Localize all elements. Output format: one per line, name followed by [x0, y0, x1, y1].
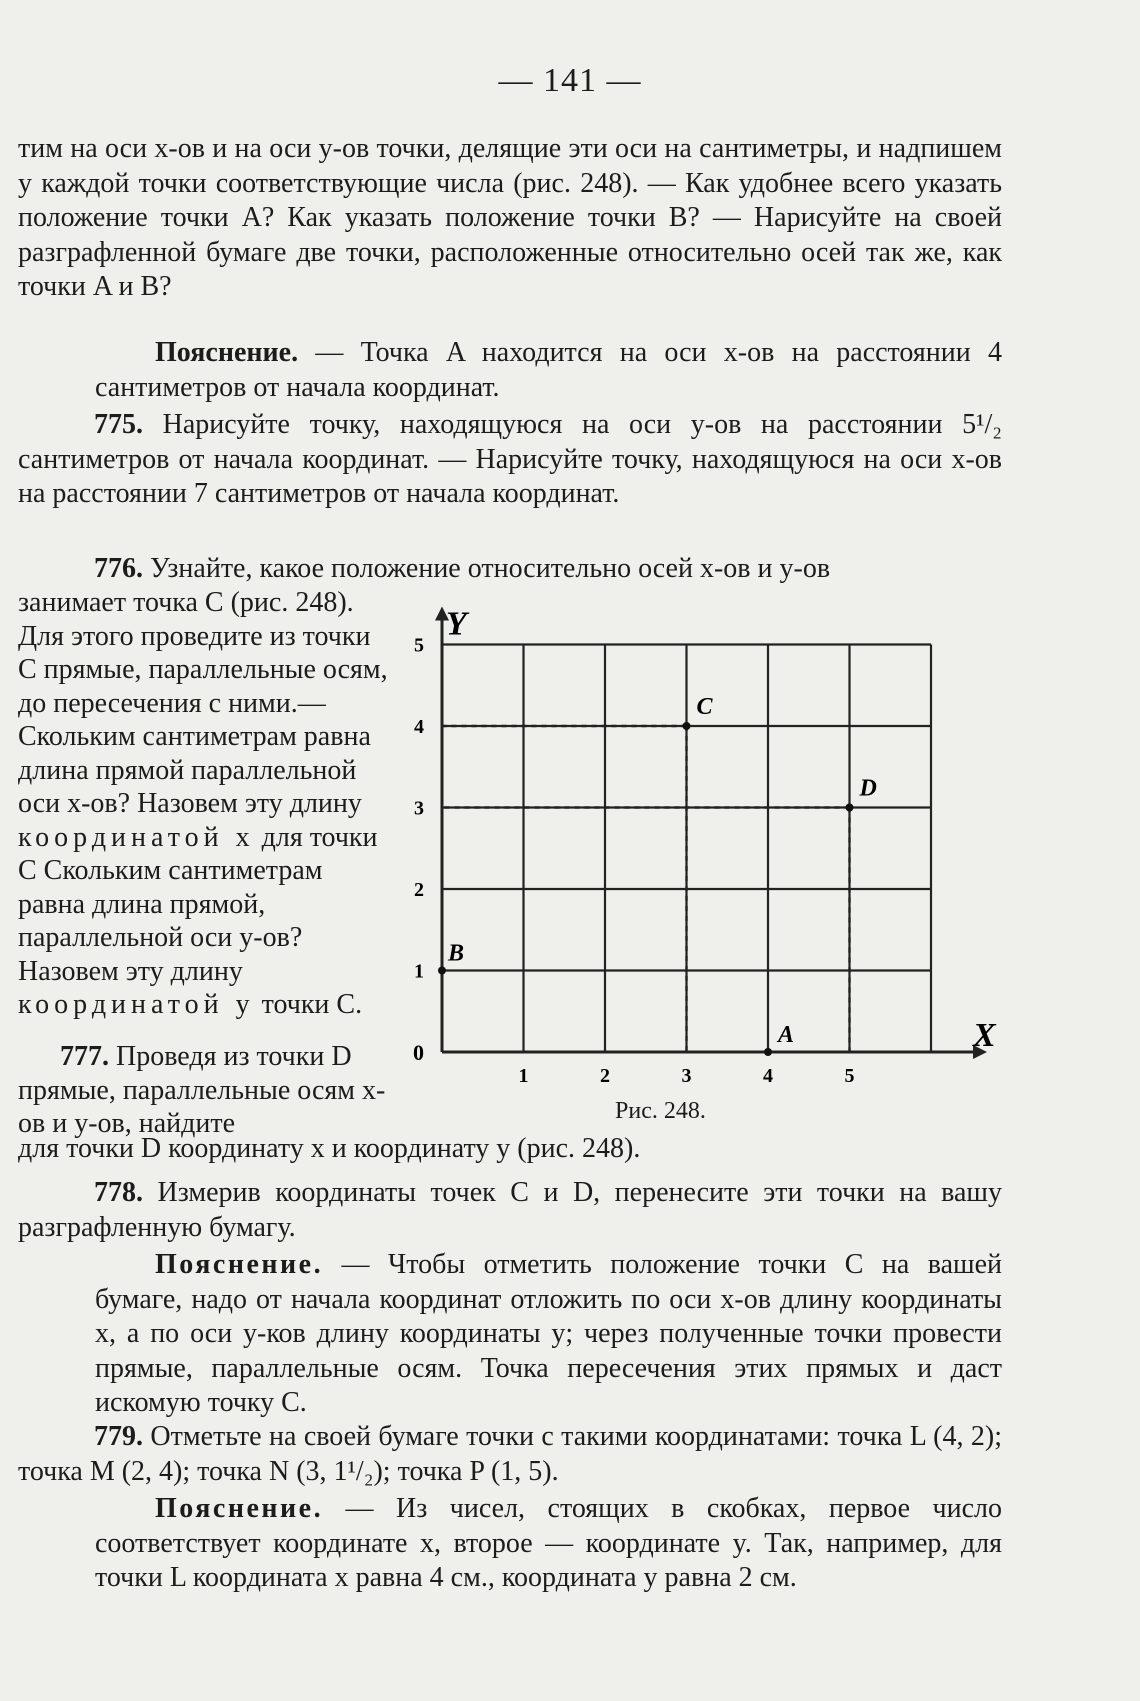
x-tick-label-4: 4 — [763, 1065, 773, 1087]
exercise-776-term-x: координатой x — [18, 821, 255, 853]
note-2-lead: Пояснение. — [155, 1249, 324, 1280]
note-3-text: — Из чисел, стоящих в скобках, первое число соответствует координате x, второе — координате y. Так, например, для точки L координата x равна 4 см., координата y равна 2 см. — [95, 1493, 1002, 1593]
y-tick-label-1: 1 — [414, 960, 424, 983]
y-tick-label-4: 4 — [414, 716, 424, 738]
x-tick-label-1: 1 — [518, 1065, 529, 1087]
point-b-label: B — [448, 940, 465, 967]
x-tick-label-5: 5 — [844, 1065, 855, 1087]
figure-marks — [413, 606, 997, 1088]
point-d-label: D — [859, 775, 877, 802]
point-d-dot — [846, 804, 854, 812]
exercise-775-number: 775. — [94, 409, 143, 440]
y-tick-label-5: 5 — [414, 634, 424, 657]
x-axis-label: X — [973, 1017, 996, 1054]
point-b-dot — [438, 967, 446, 975]
figure-caption: Рис. 248. — [615, 1098, 706, 1124]
y-axis-label: Y — [446, 605, 467, 643]
exercise-775-text: Нарисуйте точку, находящуюся на оси y-ов на расстоянии 5¹/₂ сантиметров от начала координат. — Нарисуйте точку, находящуюся на оси x-ов на расстоянии 7 сантиметров от начала координат. — [18, 409, 1002, 509]
exercise-778-number: 778. — [94, 1177, 143, 1208]
exercise-776-end: точки C. — [254, 989, 363, 1020]
exercise-779-text: Отметьте на своей бумаге точки с такими координатами: точка L (4, 2); точка M (2, 4); точка N (3, 1¹/₂); точка P (1, 5). — [18, 1421, 1002, 1487]
x-tick-label-2: 2 — [600, 1065, 610, 1087]
origin-label: 0 — [413, 1040, 424, 1065]
note-3-lead: Пояснение. — [155, 1493, 324, 1524]
exercise-776-number: 776. — [94, 553, 143, 584]
exercise-776-mid: для точки C Скольким сантиметрам равна длина прямой, параллельной оси y-ов? Назовем эту длину — [18, 821, 378, 987]
exercise-777-number: 777. — [60, 1041, 109, 1072]
exercise-777-cont: для точки D координату x и координату y (рис. 248). — [18, 1133, 641, 1164]
note-1-text: — Точка A находится на оси x-ов на расстоянии 4 сантиметров от начала координат. — [95, 337, 1002, 403]
note-2-text: — Чтобы отметить положение точки C на вашей бумаге, надо от начала координат отложить по оси x-ов длину координаты x, а по оси y-ков длину координаты y; через полученные точки провести прямые, параллельные осям. Точка пересечения этих прямых и даст искомую точку C. — [95, 1249, 1002, 1418]
note-1-lead: Пояснение. — [155, 337, 299, 368]
exercise-777-text: Проведя из точки D прямые, параллельные осям x-ов и y-ов, найдите — [18, 1041, 386, 1139]
point-a-label: A — [778, 1022, 795, 1048]
exercise-776-text: занимает точка C (рис. 248). Для этого проведите из точки C прямые, параллельные осям, до пересечения с ними.—Скольким сантиметрам равна длина прямой параллельной оси x-ов? Назовем эту длину — [18, 587, 388, 819]
point-c-label: C — [696, 694, 713, 720]
grid — [435, 607, 987, 1060]
point-c-dot — [683, 722, 691, 730]
exercise-776-first-text: Узнайте, какое положение относительно осей x-ов и y-ов — [143, 553, 831, 584]
exercise-778-text: Измерив координаты точек C и D, перенесите эти точки на вашу разграфленную бумагу. — [18, 1177, 1002, 1243]
exercise-779-number: 779. — [94, 1421, 143, 1452]
intro-paragraph: тим на оси x-ов и на оси y-ов точки, делящие эти оси на сантиметры, и надпишем у каждой точки соответствующие числа (рис. 248). — Как удобнее всего указать положение точки A? Как указать положение точки B? — Нарисуйте на своей разграфленной бумаге две точки, расположенные относительно осей так же, как точки A и B? — [18, 133, 1002, 302]
x-tick-label-3: 3 — [681, 1065, 692, 1087]
y-tick-label-2: 2 — [414, 879, 424, 901]
point-a-dot — [764, 1048, 772, 1056]
exercise-776-term-y: координатой y — [18, 989, 255, 1020]
y-tick-label-3: 3 — [414, 797, 424, 820]
page-number: — 141 — — [498, 62, 642, 99]
